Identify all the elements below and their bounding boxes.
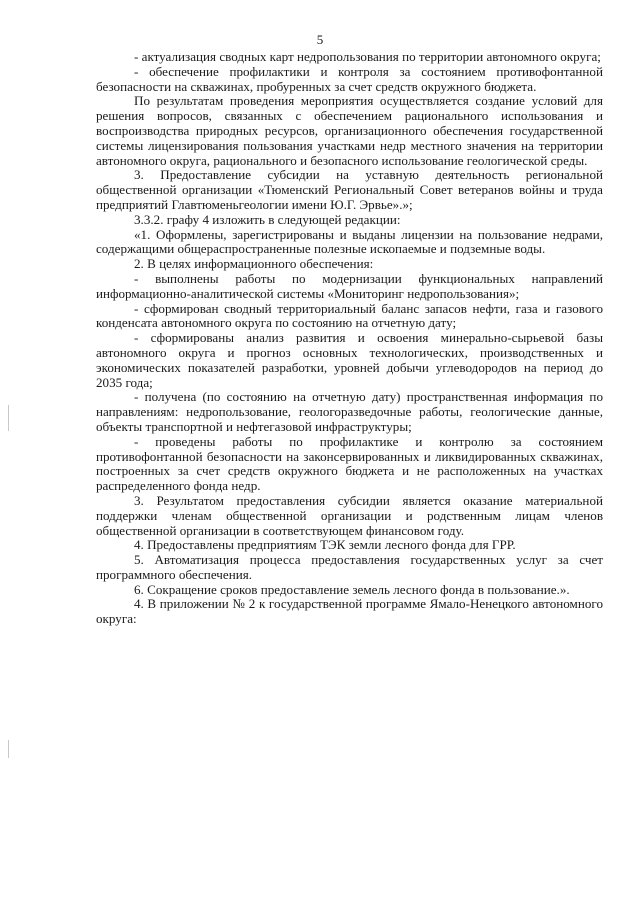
page-number: 5 bbox=[316, 32, 324, 47]
paragraph: 4. В приложении № 2 к государственной программе Ямало-Ненецкого автономного округа: bbox=[96, 596, 603, 627]
scan-margin-mark bbox=[8, 740, 9, 758]
paragraph: «1. Оформлены, зарегистрированы и выданы лицензии на пользование недрами, содержащими общераспространенные полезные ископаемые и подземные воды. bbox=[96, 226, 603, 257]
scan-margin-mark bbox=[8, 405, 9, 431]
paragraph: По результатам проведения мероприятия осуществляется создание условий для решения вопросов, связанных с обеспечением рационального использования и воспроизводства природных ресурсов, организационного обеспечения государственной системы лицензирования пользования участками недр местного значения на территории автономного округа, рационального и безопасного использование геологической среды. bbox=[96, 93, 603, 168]
paragraph: 3. Предоставление субсидии на уставную деятельность региональной общественной организации «Тюменский Региональный Совет ветеранов войны и труда предприятий Главтюменьгеологии имени Ю.Г. Эрвье».»; bbox=[96, 167, 603, 212]
paragraph: 4. Предоставлены предприятиям ТЭК земли лесного фонда для ГРР. bbox=[134, 537, 516, 553]
paragraph: 5. Автоматизация процесса предоставления государственных услуг за счет программного обеспечения. bbox=[96, 552, 603, 582]
paragraph: - выполнены работы по модернизации функциональных направлений информационно-аналитической системы «Мониторинг недропользования»; bbox=[96, 270, 603, 301]
paragraph: 3. Результатом предоставления субсидии является оказание материальной поддержки членам общественной организации и родственным лицам членов общественной организации в соответствующем финансовом году. bbox=[96, 492, 603, 538]
paragraph: - проведены работы по профилактике и контролю за состоянием противофонтанной безопасности на законсервированных и ликвидированных скважинах, построенных за счет средств окружного бюджета и не расположенных на участках распределенного фонда недр. bbox=[96, 433, 603, 494]
paragraph: - сформированы анализ развития и освоения минерально-сырьевой базы автономного округа и прогноз основных технологических, производственных и экономических показателей разработки, уровней добычи углеводородов на период до 2035 года; bbox=[96, 330, 603, 390]
paragraph: - получена (по состоянию на отчетную дату) пространственная информация по направлениям: недропользование, геологоразведочные работы, геологические данные, объекты транспортной и нефтегазовой инфраструктуры; bbox=[96, 389, 603, 434]
paragraph: - сформирован сводный территориальный баланс запасов нефти, газа и газового конденсата автономного округа по состоянию на отчетную дату; bbox=[96, 300, 603, 331]
paragraph: 6. Сокращение сроков предоставление земель лесного фонда в пользование.». bbox=[134, 581, 570, 597]
paragraph: - обеспечение профилактики и контроля за состоянием противофонтанной безопасности на скважинах, пробуренных за счет средств окружного бюджета. bbox=[96, 63, 603, 94]
paragraph: 3.3.2. графу 4 изложить в следующей редакции: bbox=[134, 211, 401, 227]
paragraph: - актуализация сводных карт недропользования по территории автономного округа; bbox=[134, 49, 601, 64]
paragraph: 2. В целях информационного обеспечения: bbox=[134, 256, 374, 272]
document-body bbox=[96, 50, 603, 627]
